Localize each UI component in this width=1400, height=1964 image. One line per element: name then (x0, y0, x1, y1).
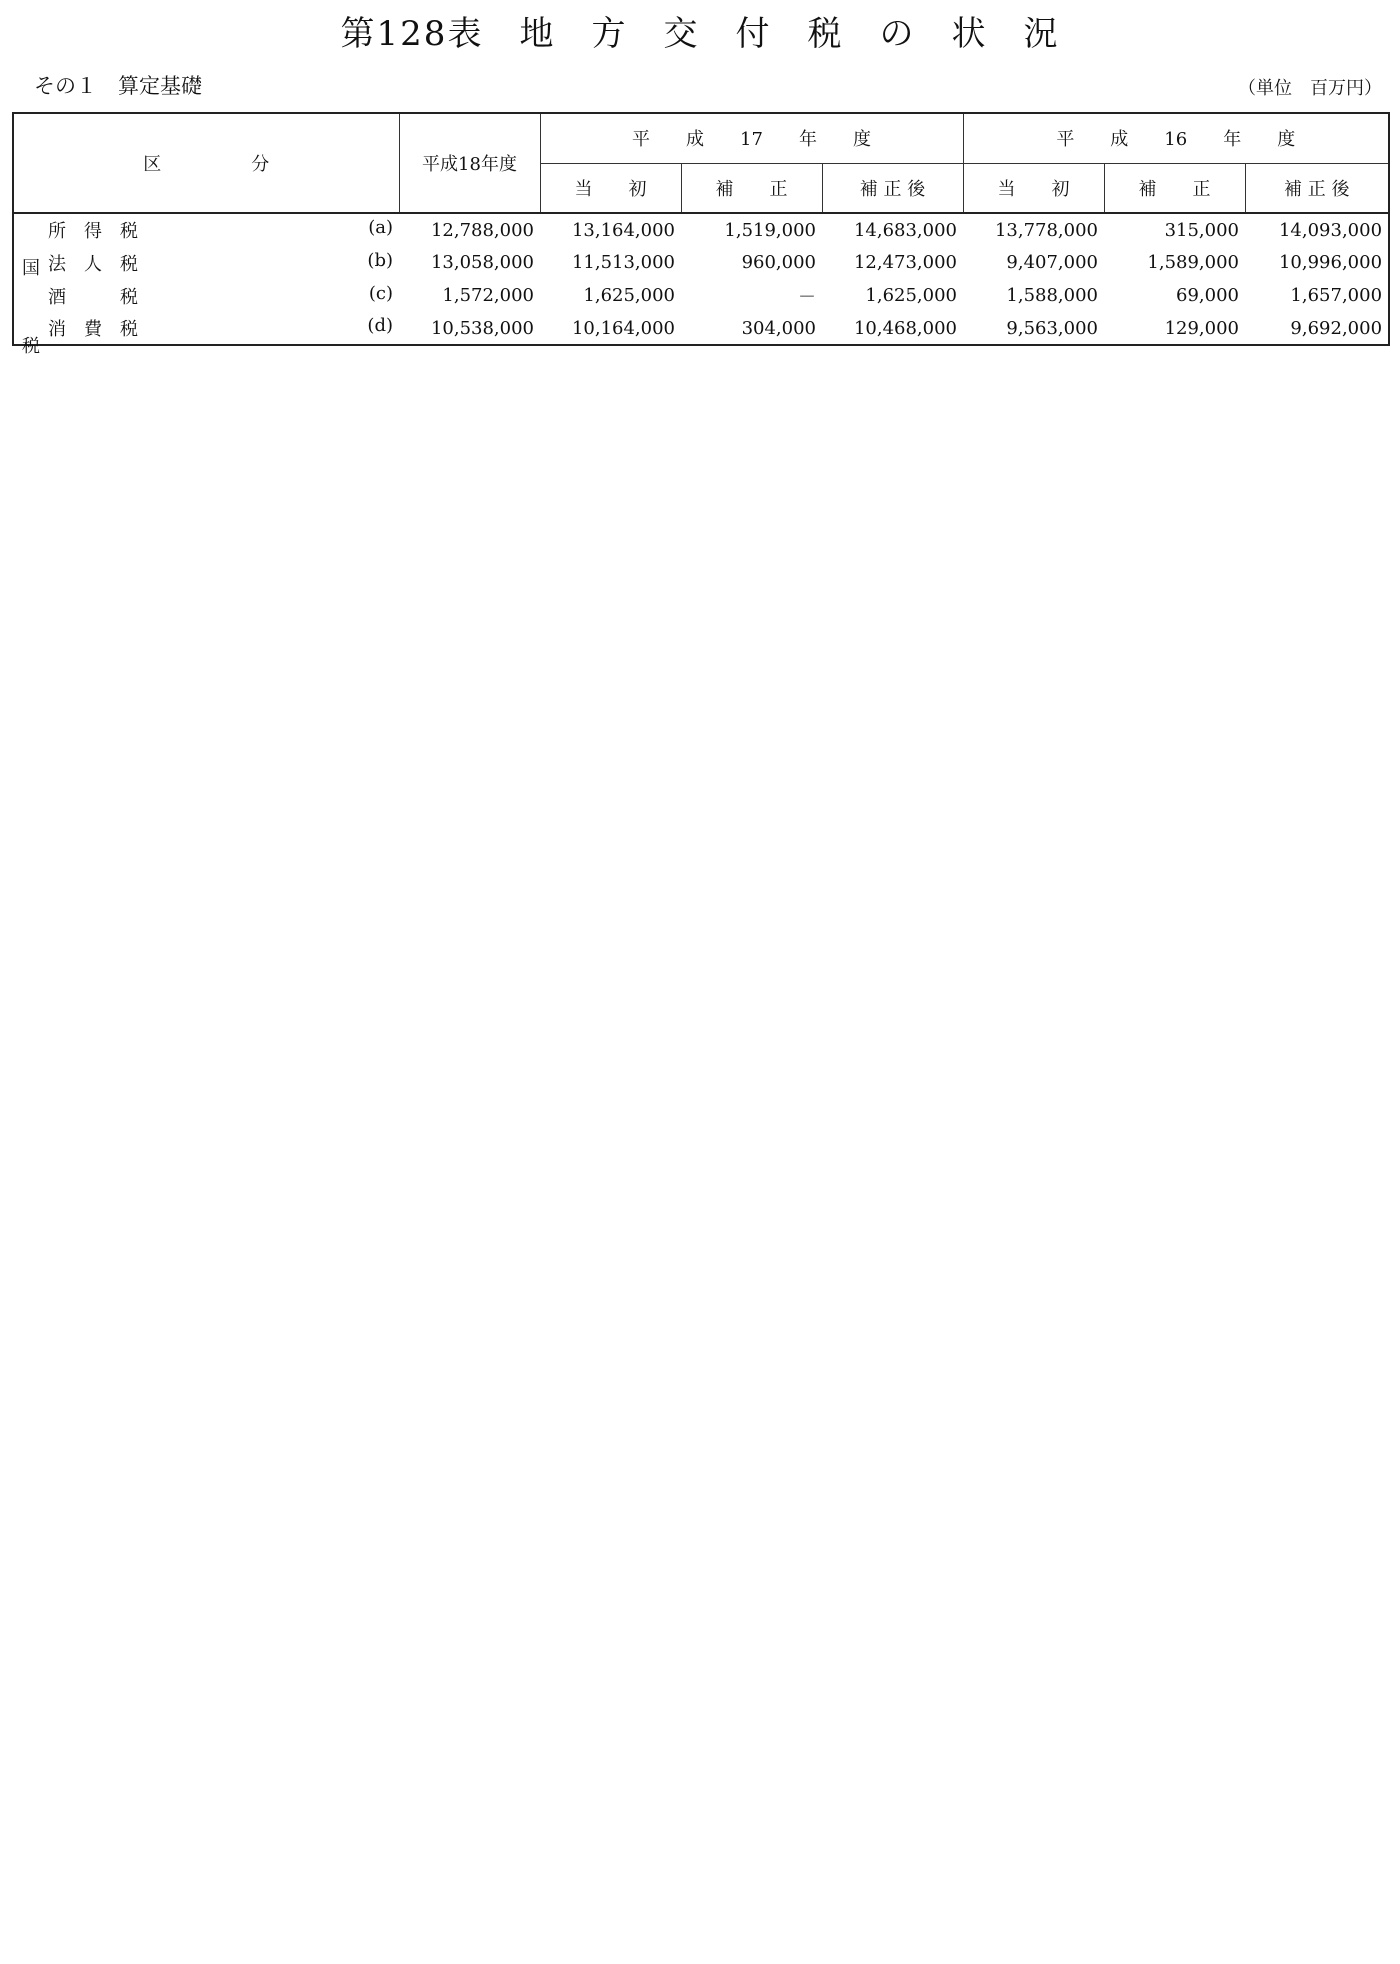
value-cell: 315,000 (1164, 219, 1239, 241)
section1-subtitle: その１ 算定基礎 (34, 74, 202, 98)
value-cell: 1,588,000 (1006, 285, 1098, 306)
value-cell: 11,513,000 (571, 252, 675, 273)
value-cell: 14,683,000 (853, 219, 957, 241)
value-cell: 1,572,000 (442, 285, 534, 306)
row-code: (a) (368, 217, 393, 238)
row-code: (d) (367, 315, 393, 336)
row-label: 酒 税 (48, 286, 138, 308)
sub-header: 補 正 後 (1284, 178, 1350, 200)
h18-header: 平成18年度 (399, 113, 540, 213)
value-cell: 129,000 (1164, 317, 1239, 339)
sub-header: 補 正 (681, 163, 822, 213)
row-code: (b) (367, 249, 393, 271)
value-cell: 12,788,000 (430, 219, 534, 241)
value-cell: － (798, 286, 816, 308)
value-cell: 304,000 (741, 317, 816, 339)
value-cell: 9,407,000 (1006, 252, 1098, 273)
value-cell: 14,093,000 (1278, 219, 1383, 241)
sub-header: 当 初 (963, 163, 1104, 213)
value-cell: 10,164,000 (571, 317, 675, 339)
sub-header: 当 初 (540, 163, 681, 213)
kubun-header: 区 分 (13, 113, 399, 213)
row-label: 消 費 税 (48, 319, 138, 340)
value-cell: 1,519,000 (724, 219, 816, 241)
section1-unit: （単位 百万円） (1238, 78, 1382, 99)
row-code: (c) (368, 282, 393, 304)
value-cell: 10,996,000 (1278, 252, 1383, 273)
group-label-kuni: 国 (22, 258, 40, 279)
value-cell: 9,563,000 (1006, 317, 1098, 339)
value-cell: 1,657,000 (1290, 285, 1383, 306)
value-cell: 960,000 (741, 252, 816, 273)
row-label: 法 人 税 (48, 253, 138, 275)
value-cell: 69,000 (1176, 285, 1239, 306)
value-cell: 12,473,000 (853, 252, 957, 273)
group-label-zei: 税 (22, 336, 40, 357)
h16-header: 平 成 16 年 度 (963, 113, 1389, 163)
row-label: 所 得 税 (48, 221, 138, 242)
value-cell: 13,164,000 (571, 219, 675, 241)
h17-header: 平 成 17 年 度 (540, 113, 963, 163)
value-cell: 1,625,000 (583, 285, 675, 306)
value-cell: 13,058,000 (430, 252, 534, 273)
value-cell: 1,625,000 (865, 285, 957, 306)
sub-header: 補 正 (1104, 163, 1245, 213)
value-cell: 10,538,000 (430, 317, 534, 339)
basis-table (12, 112, 1390, 346)
value-cell: 10,468,000 (853, 317, 957, 339)
value-cell: 9,692,000 (1290, 317, 1383, 339)
page-title: 第128表 地 方 交 付 税 の 状 況 (340, 14, 1060, 54)
sub-header: 補 正 後 (822, 163, 963, 213)
value-cell: 1,589,000 (1147, 252, 1239, 273)
value-cell: 13,778,000 (994, 219, 1098, 241)
